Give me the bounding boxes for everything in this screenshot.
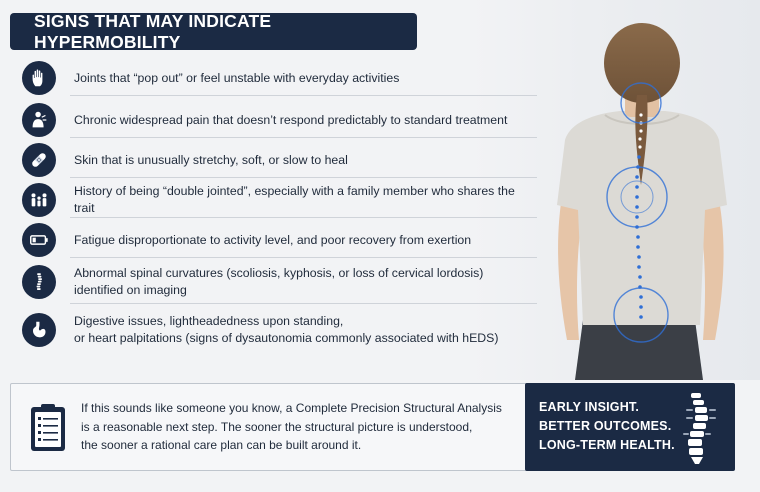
- divider: [70, 95, 537, 96]
- sign-item-fatigue: [22, 222, 537, 258]
- sign-text: [74, 313, 498, 347]
- divider: [70, 257, 537, 258]
- sign-text-line: Digestive issues, lightheadedness upon standing,: [74, 314, 344, 328]
- hand-icon: [22, 61, 56, 95]
- callout-line: If this sounds like someone you know, a Complete Precision Structural Analysis: [81, 401, 502, 415]
- tagline-text: [539, 398, 675, 455]
- stomach-icon: [22, 313, 56, 347]
- sign-text: Joints that “pop out” or feel unstable with everyday activities: [74, 70, 400, 85]
- callout-box: [10, 383, 530, 471]
- sign-text: Fatigue disproportionate to activity level, and poor recovery from exertion: [74, 232, 472, 247]
- tagline-line: BETTER OUTCOMES.: [539, 419, 672, 433]
- divider: [70, 217, 537, 218]
- sign-text: Chronic widespread pain that doesn’t respond predictably to standard treatment: [74, 112, 508, 127]
- family-icon: [22, 183, 56, 217]
- battery-low-icon: [22, 223, 56, 257]
- pain-person-icon: [22, 103, 56, 137]
- tagline-line: EARLY INSIGHT.: [539, 400, 640, 414]
- sign-text: [74, 265, 483, 299]
- divider: [70, 137, 537, 138]
- sign-item-spine: [22, 260, 537, 304]
- callout-line: is a reasonable next step. The sooner the structural picture is understood,: [81, 419, 473, 434]
- clipboard-icon: [29, 402, 67, 452]
- sign-text-line: identified on imaging: [74, 283, 187, 297]
- bandage-icon: [22, 143, 56, 177]
- tagline-line: LONG-TERM HEALTH.: [539, 438, 675, 452]
- sign-text-line: or heart palpitations (signs of dysautonomia commonly associated with hEDS): [74, 331, 499, 345]
- spine-icon: [22, 265, 56, 299]
- divider: [70, 303, 537, 304]
- sign-text: History of being “double jointed”, especially with a family member who shares the trait: [74, 184, 515, 215]
- sign-item-family: [22, 182, 537, 218]
- sign-item-skin: [22, 142, 537, 178]
- sign-text-line: Abnormal spinal curvatures (scoliosis, kyphosis, or loss of cervical lordosis): [74, 266, 484, 280]
- callout-text: [81, 399, 521, 455]
- divider: [70, 177, 537, 178]
- sign-text: Skin that is unusually stretchy, soft, or slow to heal: [74, 152, 348, 167]
- tagline-box: [525, 383, 735, 471]
- sign-item-joints: [22, 60, 537, 96]
- spine-icon: [675, 391, 719, 465]
- page-title: SIGNS THAT MAY INDICATE HYPERMOBILITY: [34, 10, 272, 52]
- callout-line: the sooner a rational care plan can be built around it.: [81, 438, 362, 452]
- sign-item-dysautonomia: [22, 308, 537, 352]
- sign-item-pain: [22, 102, 537, 138]
- child-back-illustration: [545, 15, 745, 380]
- header-banner: [10, 10, 417, 52]
